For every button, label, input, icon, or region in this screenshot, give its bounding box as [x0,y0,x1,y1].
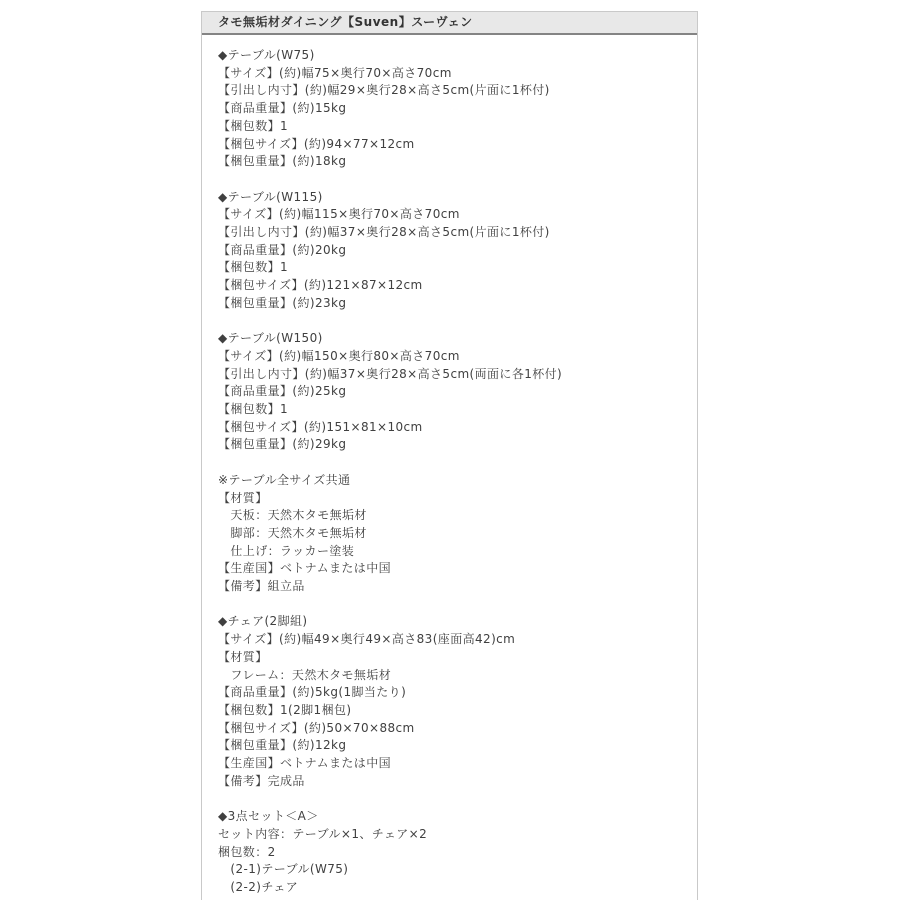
spec-header-title: タモ無垢材ダイニング【Suven】スーヴェン [218,15,473,29]
spec-line: (2-1)テーブル(W75) [218,862,349,877]
spec-line: 【サイズ】(約)幅115×奥行70×高さ70cm [218,207,460,222]
spec-line: 【商品重量】(約)25kg [218,384,347,399]
spec-line: 【材質】 [218,490,268,505]
product-spec-panel [201,11,698,900]
spec-line: 【商品重量】(約)5kg(1脚当たり) [218,685,407,700]
spec-line: 【サイズ】(約)幅49×奥行49×高さ83(座面高42)cm [218,632,516,647]
spec-line: 【材質】 [218,649,268,664]
spec-line: 【引出し内寸】(約)幅29×奥行28×高さ5cm(片面に1杯付) [218,83,550,98]
spec-header-bar [202,12,697,35]
spec-line: 梱包数：2 [218,844,276,859]
spec-line: 【生産国】ベトナムまたは中国 [218,561,392,576]
spec-line: セット内容：テーブル×1、チェア×2 [218,826,428,841]
spec-line: 【梱包数】1 [218,260,289,275]
spec-line: 【梱包重量】(約)23kg [218,295,347,310]
spec-section-table-common [218,472,681,596]
spec-section-table-w115 [218,189,681,313]
spec-line: フレーム：天然木タモ無垢材 [218,667,392,682]
spec-body [202,35,697,897]
spec-line: 【生産国】ベトナムまたは中国 [218,756,392,771]
spec-line: 【備考】組立品 [218,579,305,594]
spec-line: 【梱包サイズ】(約)94×77×12cm [218,136,415,151]
spec-line: 【梱包サイズ】(約)151×81×10cm [218,419,423,434]
spec-line: 【梱包サイズ】(約)121×87×12cm [218,278,423,293]
spec-line: (2-2)チェア [218,879,299,894]
spec-line: 【梱包サイズ】(約)50×70×88cm [218,720,415,735]
spec-line: 【商品重量】(約)15kg [218,101,347,116]
spec-line: ◆テーブル(W75) [218,48,315,62]
spec-line: 天板：天然木タモ無垢材 [218,508,367,523]
spec-line: 【サイズ】(約)幅75×奥行70×高さ70cm [218,65,452,80]
spec-section-set-a [218,808,681,897]
spec-line: 【梱包重量】(約)29kg [218,437,347,452]
spec-line: 仕上げ：ラッカー塗装 [218,543,355,558]
spec-line: ◆チェア(2脚組) [218,614,308,629]
spec-line: ※テーブル全サイズ共通 [218,472,351,487]
spec-line: 【梱包重量】(約)18kg [218,154,347,169]
spec-line: 【サイズ】(約)幅150×奥行80×高さ70cm [218,348,460,363]
spec-line: ◆3点セット＜A＞ [218,809,319,824]
spec-line: 【梱包数】1 [218,402,289,417]
spec-line: ◆テーブル(W115) [218,189,323,204]
spec-line: 【備考】完成品 [218,773,305,788]
spec-line: 【梱包数】1(2脚1梱包) [218,702,352,717]
spec-line: 【梱包重量】(約)12kg [218,738,347,753]
spec-line: 【引出し内寸】(約)幅37×奥行28×高さ5cm(両面に各1杯付) [218,366,563,381]
spec-line: 【梱包数】1 [218,118,289,133]
spec-section-chair [218,613,681,790]
spec-line: 脚部：天然木タモ無垢材 [218,525,367,540]
spec-line: 【商品重量】(約)20kg [218,242,347,257]
spec-section-table-w75 [218,47,681,171]
spec-line: ◆テーブル(W150) [218,331,323,346]
spec-line: 【引出し内寸】(約)幅37×奥行28×高さ5cm(片面に1杯付) [218,225,550,240]
spec-section-table-w150 [218,330,681,454]
